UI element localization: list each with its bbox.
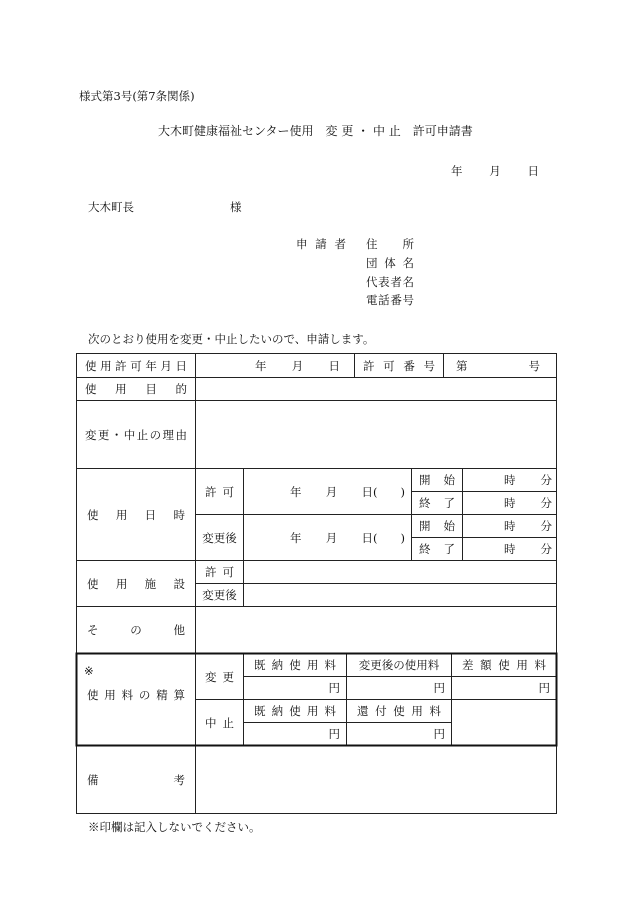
time-entry[interactable]: [504, 515, 552, 537]
char: 由: [175, 427, 187, 442]
char: 代: [366, 275, 378, 289]
char: 日( ): [361, 530, 405, 545]
char: 用: [516, 658, 528, 672]
char: 備: [87, 772, 99, 787]
facility-changed-field[interactable]: [244, 584, 556, 606]
char: 者: [390, 275, 402, 289]
char: 番: [390, 293, 402, 307]
char: 使: [289, 704, 301, 718]
date-year: 年: [451, 164, 463, 178]
char: 設: [173, 576, 185, 591]
char: 用: [100, 358, 112, 373]
after-change-sublabel: 変更後: [202, 530, 237, 545]
char: 的: [175, 382, 187, 396]
char: 用: [411, 704, 423, 718]
char: 号: [423, 358, 435, 373]
char: 月: [291, 358, 304, 373]
char: 日( ): [361, 484, 405, 499]
use-datetime-label: [77, 469, 195, 560]
char: 目: [145, 382, 157, 396]
reason-field[interactable]: [196, 401, 556, 468]
char: 変: [205, 669, 217, 684]
char: 体: [384, 256, 396, 270]
char: 名: [402, 275, 414, 289]
honorific: 様: [230, 200, 242, 214]
char: 算: [173, 688, 185, 702]
difference-fee-field[interactable]: 円: [538, 681, 550, 695]
char: 終: [419, 542, 431, 556]
refund-fee-header: [347, 700, 451, 722]
facility-permit-field[interactable]: [244, 561, 556, 583]
char: そ: [87, 623, 99, 637]
admin-mark: ※: [84, 664, 94, 678]
remarks-label: [77, 746, 195, 813]
facility-label: [77, 561, 195, 606]
char: 許: [115, 358, 127, 373]
char: 許: [205, 484, 217, 499]
char: 時: [504, 473, 516, 487]
time-entry[interactable]: [504, 538, 552, 560]
char: の: [130, 623, 142, 637]
date-month: 月: [489, 164, 501, 178]
char: 号: [528, 358, 540, 373]
char: 可: [222, 565, 234, 579]
char: 申: [296, 237, 308, 251]
time-entry[interactable]: [504, 492, 552, 514]
char: 許: [205, 565, 217, 579]
fee-settlement-label: [77, 683, 195, 707]
char: 了: [443, 542, 455, 556]
char: ・: [110, 427, 123, 442]
footnote: ※印欄は記入しないでください。: [88, 820, 261, 834]
char: 用: [104, 688, 116, 702]
char: 表: [378, 275, 390, 289]
char: 分: [540, 542, 552, 556]
remarks-field[interactable]: [196, 746, 556, 813]
char: 料: [429, 704, 441, 718]
char: 中: [123, 427, 136, 442]
changed-fee-field[interactable]: 円: [433, 681, 445, 695]
char: 止: [222, 715, 234, 730]
char: 既: [254, 704, 266, 718]
char: 可: [222, 484, 234, 499]
char: 他: [173, 623, 185, 637]
char: 開: [419, 473, 431, 487]
char: 可: [383, 358, 395, 373]
char: 団: [366, 256, 378, 270]
char: 料: [324, 704, 336, 718]
after-change-sublabel: 変更後: [202, 588, 237, 602]
char: 名: [402, 256, 414, 270]
char: 年: [290, 530, 302, 545]
char: 更: [222, 669, 234, 684]
time-entry[interactable]: [504, 469, 552, 491]
char: 分: [540, 496, 552, 510]
form-number: 様式第3号(第7条関係): [79, 89, 195, 103]
char: 使: [85, 382, 97, 396]
char: 号: [402, 293, 414, 307]
char: 使: [87, 688, 99, 702]
char: 開: [419, 519, 431, 533]
char: 分: [540, 519, 552, 533]
char: 年: [290, 484, 302, 499]
char: 時: [504, 496, 516, 510]
char: 第: [456, 358, 468, 373]
start-label: [412, 515, 462, 537]
end-label: [412, 492, 462, 514]
char: 可: [130, 358, 142, 373]
char: 年: [255, 358, 267, 373]
char: 使: [289, 658, 301, 672]
char: 使: [85, 358, 97, 373]
char: 考: [173, 772, 185, 787]
char: 料: [121, 688, 134, 702]
char: 分: [540, 473, 552, 487]
char: 年: [145, 358, 157, 373]
char: 請: [315, 237, 327, 251]
char: 時: [173, 507, 185, 522]
char: 理: [162, 427, 175, 442]
char: 電: [366, 293, 378, 307]
paid-fee-field[interactable]: 円: [328, 681, 340, 695]
permit-sublabel: [196, 561, 243, 583]
permit-date-field[interactable]: [255, 354, 340, 377]
char: 差: [462, 658, 474, 672]
char: 用: [115, 507, 128, 522]
char: 変: [85, 427, 97, 442]
permit-date-entry[interactable]: [290, 469, 405, 514]
date-day: 日: [527, 164, 539, 178]
other-field[interactable]: [196, 607, 556, 653]
permit-number-field[interactable]: [444, 354, 556, 377]
char: 時: [504, 542, 516, 556]
change-sublabel: [196, 654, 243, 699]
char: 中: [205, 715, 217, 730]
paid-fee-header: [244, 654, 346, 676]
char: 額: [480, 658, 492, 672]
permit-sublabel: [196, 469, 243, 514]
char: 者: [334, 237, 346, 251]
char: 使: [393, 704, 405, 718]
purpose-field[interactable]: [196, 378, 556, 400]
char: 施: [144, 576, 157, 591]
cancel-sublabel: [196, 700, 243, 745]
char: 既: [254, 658, 266, 672]
char: 月: [160, 358, 172, 373]
char: 付: [375, 704, 387, 718]
char: 料: [534, 658, 546, 672]
difference-fee-header: [452, 654, 556, 676]
char: 日: [328, 358, 340, 373]
char: 用: [306, 704, 319, 718]
char: 納: [271, 658, 284, 672]
end-label: [412, 538, 462, 560]
char: 使: [498, 658, 510, 672]
char: 納: [271, 704, 284, 718]
char: 月: [325, 484, 338, 499]
reason-label: [77, 401, 195, 468]
char: 番: [403, 358, 415, 373]
char: 使: [87, 507, 99, 522]
addressee: 大木町長: [88, 200, 134, 214]
char: 所: [402, 237, 414, 251]
char: 還: [357, 704, 369, 718]
char: 用: [115, 382, 127, 396]
start-label: [412, 469, 462, 491]
char: 日: [144, 507, 157, 522]
char: 始: [443, 519, 455, 533]
page-title: 大木町健康福祉センター使用 変 更 ・ 中 止 許可申請書: [158, 124, 473, 138]
intro-text: 次のとおり使用を変更・中止したいので、申請します。: [88, 332, 375, 346]
char: 話: [378, 293, 390, 307]
char: の: [138, 688, 151, 702]
paid-fee-header: [244, 700, 346, 722]
fee-after-change-header: 変更後の使用料: [358, 658, 440, 672]
char: 精: [156, 688, 168, 702]
char: 日: [175, 358, 187, 373]
char: 始: [443, 473, 455, 487]
cancel-paid-fee-field[interactable]: 円: [328, 727, 340, 741]
char: 更: [97, 427, 110, 442]
char: 用: [306, 658, 319, 672]
char: 月: [325, 530, 338, 545]
char: 終: [419, 496, 431, 510]
char: の: [149, 427, 162, 442]
permit-date-label: [77, 354, 195, 377]
purpose-label: [77, 378, 195, 400]
char: 時: [504, 519, 516, 533]
char: 許: [363, 358, 375, 373]
permit-number-label: [355, 354, 443, 377]
char: 了: [443, 496, 455, 510]
char: 止: [136, 427, 149, 442]
char: 用: [115, 576, 128, 591]
char: 使: [87, 576, 99, 591]
refund-fee-field[interactable]: 円: [433, 727, 445, 741]
char: 料: [324, 658, 336, 672]
char: 住: [366, 237, 378, 251]
changed-date-entry[interactable]: [290, 515, 405, 560]
other-label: [77, 607, 195, 653]
